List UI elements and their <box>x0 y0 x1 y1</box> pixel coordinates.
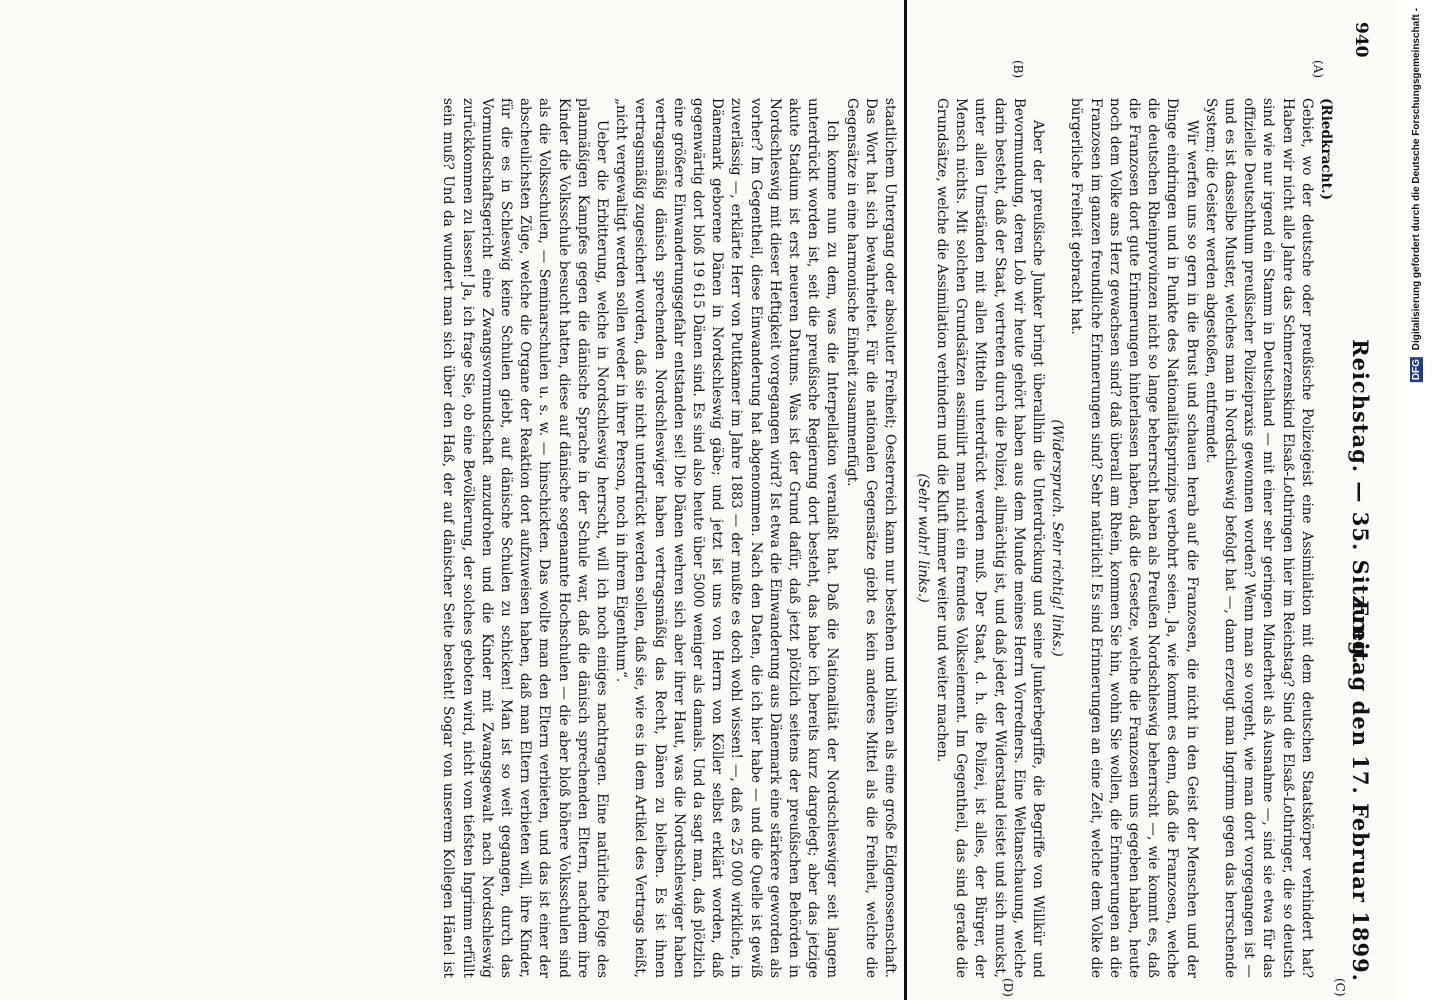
margin-marker-c: (C) <box>1333 978 1347 997</box>
reaction: (Sehr wahr! links.) <box>914 473 931 603</box>
session-date: Freitag den 17. Februar 1899. <box>1348 600 1373 982</box>
digitization-credit <box>1405 8 1427 992</box>
margin-marker-b: (B) <box>1011 60 1025 79</box>
page-number: 940 <box>1351 22 1371 58</box>
paragraph: Wir werfen uns so gern in die Brust und schauen herab auf die Franzosen, die nicht in den Geist der Menschen und der Dinge eindringen und in Punkte des Nationalitätsprinzips verbohrt seien. Ja, wie kommt es denn, daß die Franzosen, welche die deutschen Rheinprovinzen nicht so lange beherrscht haben als Preußen Nordschleswig beherrscht —, wie kommt es, daß die Franzosen dort gute Erinnerungen hinterlassen haben, daß die Gesetze, welche die Franzosen uns gegeben haben, heute noch dem Volke ans Herz gewachsen sind? daß überall am Rhein, kommen Sie hin, wohin Sie wollen, die Erinnerungen an die Franzosen im ganzen freundliche Erinnerungen sind? Sehr natürlich! Es sind Erinnerungen an eine Zeit, welche dem Volke die bürgerliche Freiheit gebracht hat. <box>1068 98 1200 978</box>
reaction: (Widerspruch. Sehr richtig! links.) <box>1049 419 1066 657</box>
column-divider <box>904 0 907 1000</box>
paragraph: staatlichem Untergang oder absoluter Freiheit; Oesterreich kann nur bestehen und blühen als eine große Eidgenossenschaft. Das Wort hat sich bewahrheitet. Für die nationalen Gegensätze giebt es kein anderes Mittel als die Freiheit, welche die Gegensätze in eine harmonische Einheit zusammenfügt. <box>843 98 898 978</box>
paragraph: Ich komme nun zu dem, was die Interpellation veranlaßt hat. Daß die Nationalität der Nordschleswiger seit langem unterdrückt worden ist, seit die preußische Regierung dort besteht, das habe ich bereits kurz dargelegt; aber das jetzige akute Stadium ist erst neueren Datums. Was ist der Grund dafür, daß jetzt plötzlich seitens der preußischen Behörden in Nordschleswig mit dieser Heftigkeit vorgegangen wird? Ist etwa die Einwanderung aus Dänemark eine stärkere geworden als vorher? Im Gegentheil, diese Einwanderung hat abgenommen. Nach den Daten, die ich hier habe — und die Quelle ist gewiß zuverlässig —, erklärte Herr von Puttkamer im Jahre 1883 — der mußte es doch wohl wissen! —, daß es 25 000 wirkliche, in Dänemark geborene Dänen in Nordschleswig gäbe; und jetzt ist uns von Herrn von Köller selbst erklärt worden, daß gegenwärtig dort bloß 19 615 Dänen sind. Es sind also heute über 5000 weniger als damals. Und da sagt man, daß plötzlich eine größere Einwanderungsgefahr entstanden sei! Die Dänen wehren sich aber ihrer Haut, was die Nordschleswiger haben vertragsmäßig dänisch sprechenden Nordschleswiger haben vertragsmäßig das Recht, Dänen zu bleiben. Es ist ihnen vertragsmäßig zugesichert worden, daß sie nicht unterdrückt werden sollen, daß sie, wie es in dem Artikel des Vertrags heißt, „nicht vergewaltigt werden sollen weder in ihrer Person, noch in ihrem Eigenthum“. <box>613 98 841 978</box>
margin-marker-d: (D) <box>1001 978 1015 997</box>
left-text-column <box>913 98 1335 978</box>
page-header <box>1335 22 1385 982</box>
credit-text: Digitalisierung gefördert durch die Deutsche Forschungsgemeinschaft - <box>1410 8 1422 351</box>
paragraph: Ueber die Erbitterung, welche in Nordschleswig herrscht, will ich noch einiges nachtragen. Eine natürliche Folge des planmäßigen Kampfes gegen die dänische Sprache in der Schule war, daß die dänisch sprechenden Eltern, nachdem ihre Kinder die Volksschule besucht hatten, diese auf dänische sogenannte Hochschulen — die aber bloß höhere Volksschulen sind als die Volksschulen, — Seminarschulen u. s. w. — hinschickten. Das wollte man den Eltern verbieten, und das ist einer der abscheulichsten Züge, welche die Organe der Reaktion dort aufzuweisen haben, daß man Eltern verbieten will, ihre Kinder, für die es in Schleswig keine Schulen giebt, auf dänische Schulen zu schicken! Man ist so weit gegangen, durch das Vormundschaftsgericht eine Zwangsvormundschaft anzudrohen und die Kinder mit Zwangsgewalt nach Nordschleswig zurückkommen zu lassen! Ja, ich frage Sie, ob eine Bevölkerung, der solches geboten wird, nicht vom tiefsten Ingrimm erfüllt sein muß? Und da wundert man sich über den Haß, der auf dänischer Seite besteht! Sogar von unserem Kollegen Hänel ist <box>440 98 610 978</box>
paragraph: Gebiet, wo der deutsche oder preußische Polizeigeist eine Assimilation mit dem deutschen Staatskörper verhindert hat? Haben wir nicht alle Jahre das Schmerzenskind Elsaß-Lothringen hier im Reichstag? Sind die Elsaß-Lothringer, die so deutsch sind wie nur irgend ein Stamm in Deutschland — mit einer sehr geringen Minderheit als Ausnahme —, sind sie etwa für das offizielle Deutschthum preußischer Polizeipraxis gewonnen worden? Wenn man so vorgeht, wie man dort vorgegangen ist — und es ist dasselbe Muster, welches man in Nordschleswig befolgt hat —, dann erzeugt man Ingrimm gegen das herrschende System; die Geister werden abgestoßen, entfremdet. <box>1202 98 1315 978</box>
paragraph: Aber der preußische Junker bringt überallhin die Unterdrückung und seine Junkerbegriffe, die Begriffe von Willkür und Bevormundung, deren Lob wir heute gehört haben aus dem Munde meines Herrn Vorredners. Eine Weltanschauung, welche darin besteht, daß der Staat, vertreten durch die Polizei, allmächtig ist, und daß jeder, der Widerstand leistet und sich muckst, unter allen Umständen mit allen Mitteln unterdrückt werden muß. Der Staat, d. h. die Polizei, ist alles, der Bürger, der Mensch nichts. Mit solchen Grundsätzen assimilirt man nicht ein fremdes Volkselement. Im Gegentheil, das sind gerade die Grundsätze, welche die Assimilation verhindern und die Kluft immer weiter und weiter machen. <box>933 98 1046 978</box>
margin-marker-a: (A) <box>1311 60 1325 79</box>
speaker-name: (Riedkracht.) <box>1318 98 1334 201</box>
right-text-column <box>437 98 899 978</box>
dfg-logo: DFG <box>1410 359 1422 381</box>
running-title: Reichstag. — 35. Sitzung. <box>1348 339 1373 665</box>
